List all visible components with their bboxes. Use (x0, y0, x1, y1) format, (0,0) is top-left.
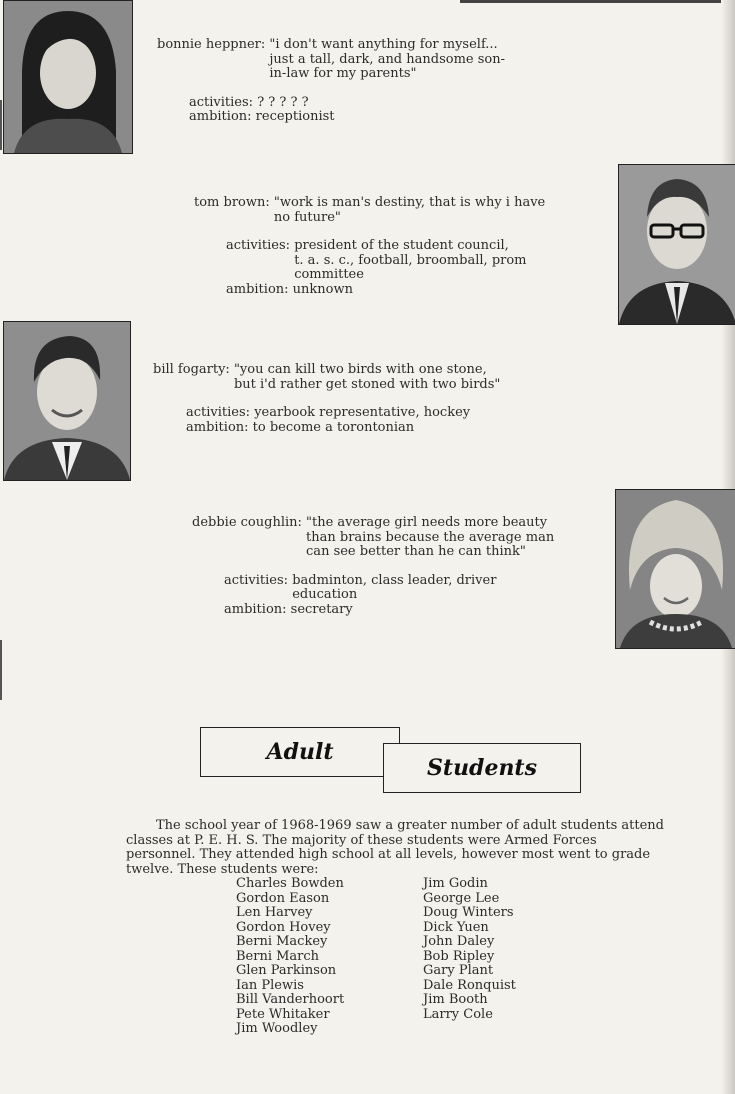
student-name-item: Bob Ripley (423, 948, 495, 964)
entry-debbie-coughlin (192, 516, 602, 617)
student-name: tom brown: (194, 195, 274, 210)
student-name-item: Glen Parkinson (236, 963, 337, 978)
student-name: bill fogarty: (153, 362, 234, 377)
student-name-item: Dick Yuen (423, 919, 489, 935)
student-name: debbie coughlin: (192, 515, 307, 530)
student-name-item: Bill Vanderhoort (236, 992, 345, 1007)
activities-label: activities: (224, 572, 293, 588)
ambition-value: secretary (290, 601, 353, 617)
student-name-item: John Daley (423, 934, 495, 949)
student-name-item: Dale Ronquist (423, 977, 516, 993)
top-border-line (460, 0, 735, 3)
ambition-value: unknown (292, 281, 353, 297)
portrait-photo-tom (618, 164, 735, 325)
student-name-item: Jim Woodley (236, 1021, 318, 1036)
ambition-label: ambition: (186, 419, 253, 435)
student-name-item: Jim Booth (423, 992, 488, 1007)
portrait-photo-bonnie (3, 0, 133, 154)
names-column-left (236, 877, 344, 1037)
activities-label: activities: (189, 94, 258, 110)
student-quote: "work is man's destiny, that is why i have no future" (273, 195, 546, 225)
student-name-item: Pete Whitaker (236, 1006, 330, 1022)
ambition-label: ambition: (189, 109, 256, 124)
activities-value: yearbook representative, hockey (254, 405, 471, 420)
activities-value: ? ? ? ? ? (257, 94, 309, 110)
entry-bonnie-heppner (157, 38, 597, 125)
banner-students-text: Students (427, 755, 537, 781)
ambition-value: to become a torontonian (252, 419, 415, 435)
student-name-item: Berni Mackey (236, 934, 328, 949)
ambition-label: ambition: (226, 281, 293, 297)
student-name-item: Gordon Hovey (236, 919, 331, 935)
banner-adult-text: Adult (266, 739, 334, 765)
activities-label: activities: (226, 238, 295, 253)
student-name-item: George Lee (423, 890, 500, 906)
banner-adult (200, 727, 400, 777)
student-name-item: Ian Plewis (236, 977, 304, 993)
student-name: bonnie heppner: (157, 37, 270, 52)
student-name-item: Jim Godin (423, 876, 488, 891)
left-edge-mark (0, 640, 2, 700)
student-quote: "the average girl needs more beauty than brains because the average man can see better than he can think" (306, 515, 555, 559)
student-name-item: Len Harvey (236, 905, 313, 920)
student-name-item: Larry Cole (423, 1006, 493, 1022)
student-name-item: Gary Plant (423, 963, 494, 978)
portrait-photo-bill (3, 321, 131, 481)
activities-value: badminton, class leader, driver education (292, 572, 497, 602)
adult-students-paragraph: The school year of 1968-1969 saw a greater number of adult students attend classes at P. E. H. S. The majority of these students were Armed Forces personnel. They attended high school at all levels, however most went to grade twelve. These students were: (126, 818, 664, 877)
entry-tom-brown (194, 196, 604, 297)
student-name-item: Charles Bowden (236, 876, 344, 891)
banner-students (383, 743, 581, 793)
entry-bill-fogarty (153, 363, 563, 435)
student-name-item: Gordon Eason (236, 890, 330, 906)
ambition-value: receptionist (255, 109, 335, 124)
student-name-item: Doug Winters (423, 905, 514, 920)
student-quote: "you can kill two birds with one stone, but i'd rather get stoned with two birds" (233, 362, 501, 392)
left-edge-mark (0, 100, 2, 150)
student-quote: "i don't want anything for myself... just a tall, dark, and handsome son- in-law for my parents" (269, 37, 505, 81)
activities-value: president of the student council, t. a. s. c., football, broomball, prom committee (294, 238, 527, 282)
ambition-label: ambition: (224, 601, 291, 617)
activities-label: activities: (186, 405, 255, 420)
names-column-right (423, 877, 516, 1022)
portrait-photo-debbie (615, 489, 735, 649)
student-name-item: Berni March (236, 948, 320, 964)
